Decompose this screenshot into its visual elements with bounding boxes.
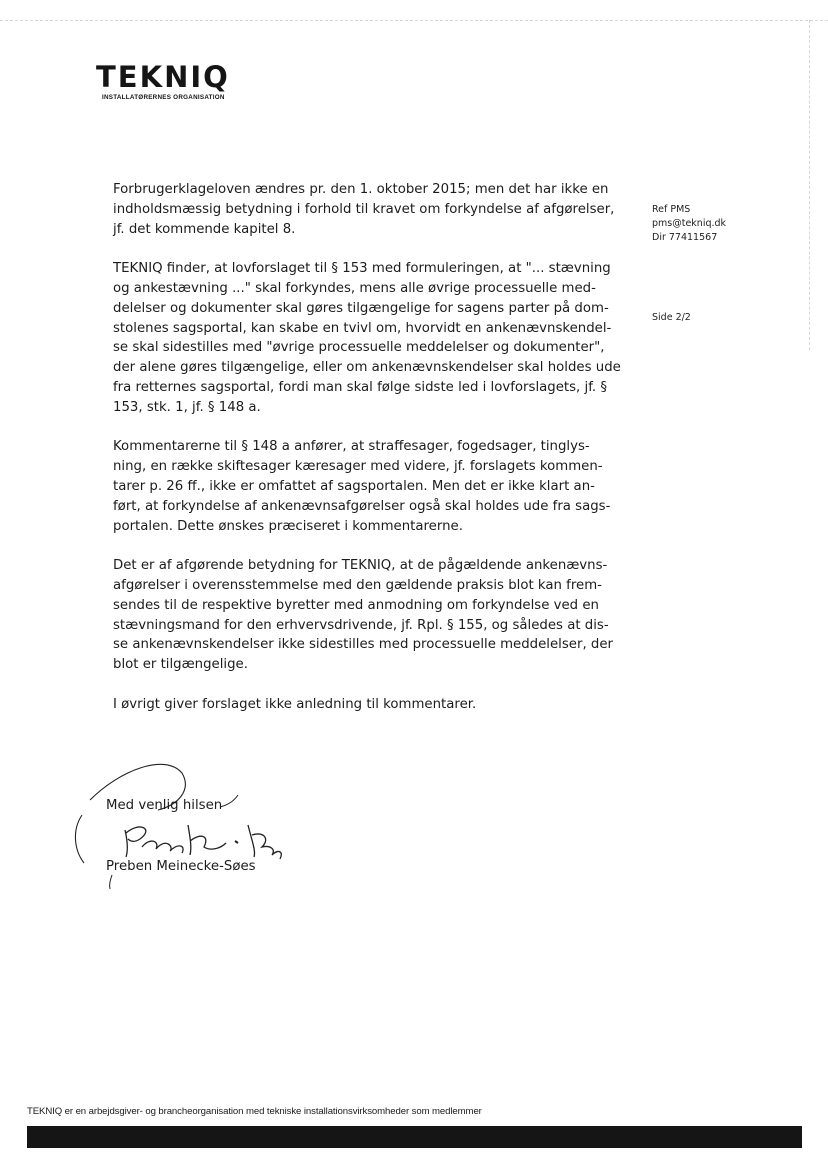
paragraph-line: indholdsmæssig betydning i forhold til kravet om forkyndelse af afgørelser, xyxy=(113,201,615,217)
letter-paragraph xyxy=(113,556,623,675)
letter-paragraph xyxy=(113,259,623,417)
paragraph-line: og ankestævning ..." skal forkyndes, mens alle øvrige processuelle med- xyxy=(113,280,596,296)
reference-block xyxy=(652,203,726,245)
paragraph-line: se ankenævnskendelser ikke sidestilles med processuelle meddelelser, der xyxy=(113,637,613,653)
logo-tagline: INSTALLATØRERNES ORGANISATION xyxy=(102,94,225,101)
paragraph-line: Kommentarerne til § 148 a anfører, at straffesager, fogedsager, tinglys- xyxy=(113,439,590,455)
paragraph-line: stolenes sagsportal, kan skabe en tvivl om, hvorvidt en ankenævnskendel- xyxy=(113,320,612,336)
paragraph-line: TEKNIQ finder, at lovforslaget til § 153 med formuleringen, at "... stævning xyxy=(113,261,611,277)
signature-area xyxy=(70,755,330,890)
footer-bar xyxy=(27,1126,802,1148)
paragraph-line: blot er tilgængelige. xyxy=(113,657,248,673)
paragraph-line: Det er af afgørende betydning for TEKNIQ, at de pågældende ankenævns- xyxy=(113,558,608,574)
paragraph-line: fra retternes sagsportal, fordi man skal følge sidste led i lovforslagets, jf. § xyxy=(113,379,608,395)
scan-edge-top xyxy=(0,20,828,23)
letter-body xyxy=(113,180,623,734)
closing-phrase: Med venlig hilsen xyxy=(106,798,223,813)
paragraph-line: delelser og dokumenter skal gøres tilgængelige for sagens parter på dom- xyxy=(113,300,609,316)
paragraph-line: jf. det kommende kapitel 8. xyxy=(113,221,296,237)
paragraph-line: sendes til de respektive byretter med anmodning om forkyndelse ved en xyxy=(113,597,599,613)
paragraph-line: portalen. Dette ønskes præciseret i kommentarerne. xyxy=(113,518,463,534)
paragraph-line: der alene gøres tilgængelige, eller om ankenævnskendelser skal holdes ude xyxy=(113,360,621,376)
logo-wordmark: TEKNIQ xyxy=(96,60,230,94)
letter-paragraph xyxy=(113,695,623,715)
paragraph-line: Forbrugerklageloven ændres pr. den 1. oktober 2015; men det har ikke en xyxy=(113,182,609,197)
paragraph-line: ning, en række skiftesager kæresager med videre, jf. forslagets kommen- xyxy=(113,459,603,475)
reference-email: pms@tekniq.dk xyxy=(652,218,727,229)
footer-note: TEKNIQ er en arbejdsgiver- og brancheorganisation med tekniske installationsvirksomheder som medlemmer xyxy=(27,1106,482,1117)
paragraph-line: 153, stk. 1, jf. § 148 a. xyxy=(113,399,261,415)
paragraph-line: ført, at forkyndelse af ankenævnsafgørelser også skal holdes ude fra sags- xyxy=(113,498,611,514)
letter-paragraph xyxy=(113,180,623,239)
signer-name: Preben Meinecke-Søes xyxy=(106,859,256,874)
reference-phone: Dir 77411567 xyxy=(652,232,718,243)
scan-edge-right xyxy=(807,20,810,350)
reference-initials: Ref PMS xyxy=(652,204,691,215)
paragraph-line: tarer p. 26 ff., ikke er omfattet af sagsportalen. Men det er ikke klart an- xyxy=(113,478,595,494)
paragraph-line: se skal sidestilles med "øvrige processuelle meddelelser og dokumenter", xyxy=(113,340,605,356)
paragraph-line: I øvrigt giver forslaget ikke anledning til kommentarer. xyxy=(113,696,477,712)
paragraph-line: afgørelser i overensstemmelse med den gældende praksis blot kan frem- xyxy=(113,577,602,593)
page-number: Side 2/2 xyxy=(652,312,691,323)
paragraph-line: stævningsmand for den erhvervsdrivende, jf. Rpl. § 155, og således at dis- xyxy=(113,617,609,633)
letter-paragraph xyxy=(113,437,623,536)
tekniq-logo xyxy=(96,62,230,101)
